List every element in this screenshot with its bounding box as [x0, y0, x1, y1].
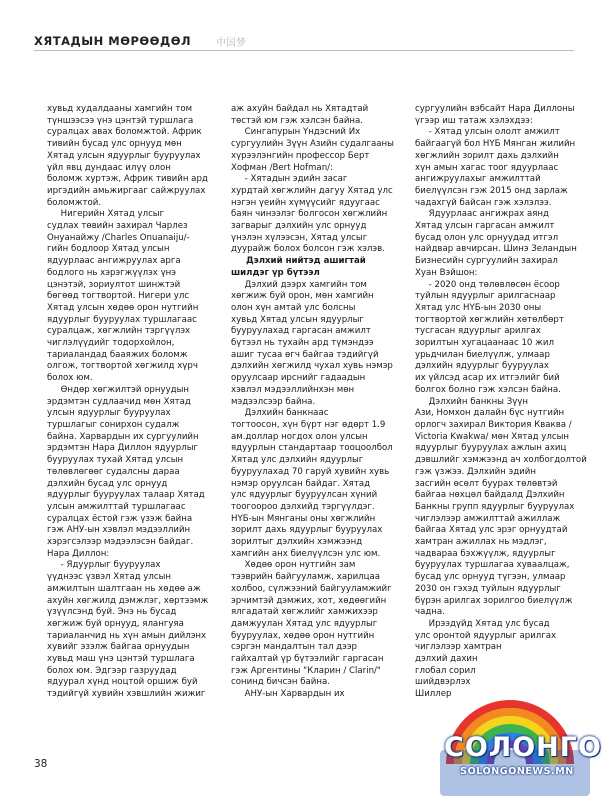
text-line: холбоо, сүлжээний байгууламжийг — [231, 583, 392, 594]
text-line: Ази, Номхон далайн бүс нутгийн — [415, 408, 565, 419]
text-line: нэгэн үеийн хүмүүсийг ядуугаас — [231, 197, 380, 208]
text-line: Онуанайжу /Charles Onuanaiju/- — [47, 232, 190, 243]
text-line: засгийн өсөлт буурах төлөвтэй — [415, 478, 558, 489]
text-line: мэдээлсээр байна. — [231, 396, 316, 407]
text-line: хөгжиж буй орнууд, ялангуяа — [47, 618, 184, 629]
text-line: чиглэлүүдийг тодорхойлон, — [47, 338, 175, 349]
text-line: гэж Аргентины "Кларин / Clarin/" — [231, 665, 381, 676]
text-line: Нара Диллон: — [47, 548, 110, 559]
text-line: тивийн бусад улс орнууд мөн — [47, 139, 182, 150]
text-line: иргэдийн амьжиргааг сайжруулах — [47, 185, 206, 196]
text-line: их үйлсэд асар их итгэлийг бий — [415, 373, 560, 384]
logo-url: SOLONGONEWS.MN — [460, 766, 574, 777]
text-line: тогтвортой хөгжлийн хөтөлбөрт — [415, 314, 564, 325]
text-line: тээврийн байгууламж, харилцаа — [231, 572, 381, 583]
text-line: орлогч захирал Виктория Кваква / — [415, 419, 572, 430]
text-line: дэлхий дахин — [415, 654, 478, 665]
text-line: Хятад улсын ядуурлыг бууруулах — [47, 150, 201, 161]
text-line: ядуурлын стандартаар тооцоолбол — [231, 443, 393, 454]
text-line: хүрээлэнгийн профессор Берт — [231, 150, 370, 161]
text-column-3 — [415, 104, 587, 701]
text-line: ахуйн хөгжилд дэмжлэг, хөртээмж — [47, 595, 209, 606]
text-line: гийн бодлоор Хятад улсын — [47, 244, 170, 255]
text-line: шийдвэрлэх — [415, 677, 471, 688]
text-line: нэмэр оруулсан байдаг. Хятад — [231, 478, 371, 489]
text-line: сургуулийн Зүүн Азийн судалгааны — [231, 139, 394, 150]
text-line: төлөвлөгөөг судалсны дараа — [47, 466, 180, 477]
text-line: туйлын ядуурлыг арилгаснаар — [415, 291, 556, 302]
text-line: найдвар авчирсан. Шинэ Зеландын — [415, 244, 577, 255]
text-line: ам.доллар ногдох олон улсын — [231, 431, 368, 442]
text-line: сонинд бичсэн байна. — [231, 677, 331, 688]
text-line: урьдчилан биелүүлж, улмаар — [415, 349, 550, 360]
text-line: чадахгүй байсан гэж хэлэлээ. — [415, 197, 552, 208]
header-rule — [34, 50, 574, 51]
text-line: Хятад улсын гаргасан амжилт — [415, 221, 555, 232]
solongo-logo — [412, 690, 608, 800]
text-line: глобал сорил — [415, 665, 476, 676]
text-line: сургуулийн вэбсайт Нара Диллоны — [415, 104, 575, 114]
text-line: бусад улс орнууд түгээн, улмаар — [415, 572, 566, 583]
logo-name: СОЛОНГО — [444, 732, 602, 763]
running-header — [34, 30, 574, 50]
text-line: улс ядуурлыг бууруулсан хүний — [231, 490, 378, 501]
text-line: Хятад улс дэлхийн ядуурлыг — [231, 455, 364, 466]
text-line: тариаландад бааяжих боломж — [47, 349, 188, 360]
text-line: байна. Харвардын их сургуулийн — [47, 431, 199, 442]
text-line: хурдтай хөгжлийн дагуу Хятад улс — [231, 185, 393, 196]
text-line: бодлого нь хэрэгжүүлэх үнэ — [47, 267, 177, 278]
text-line: байгаагүй бол НҮБ Мянган жилийн — [415, 139, 576, 150]
text-line: хөгжлийн зорилт дахь дэлхийн — [415, 150, 559, 161]
text-line: эрчимтэй дэмжих, хот, хөдөөгийн — [231, 595, 387, 606]
section-subtitle: 中国梦 — [216, 38, 246, 49]
text-line: хувьд Хятад улсын ядуурлыг — [231, 314, 364, 325]
text-line: туршлагыг сонирхон судалж — [47, 419, 180, 430]
text-line: суралцаж, хөгжлийн тэргүүлэх — [47, 326, 191, 337]
text-line: дуурайж болох болсон гэж хэлэв. — [231, 244, 385, 255]
text-line: дэлхийн ядуурлыг бууруулах — [415, 361, 549, 372]
text-line: эрдэмтэн судлаачид мөн Хятад — [47, 396, 191, 407]
text-line: үнэлэн хүлээсэн, Хятад улсыг — [231, 232, 368, 243]
text-line: хувийг эзэлж байгаа орнуудын — [47, 642, 190, 653]
text-line: АНУ-ын Харвардын их — [231, 689, 345, 700]
text-line: - Ядуурлыг бууруулах — [47, 560, 161, 571]
text-line: Дэлхийн банкны Зүүн — [415, 396, 528, 407]
text-line: амжилтын шалтгаан нь хөдөө аж — [47, 583, 201, 594]
text-line: бууруулах туршлагаа хуваалцаж, — [415, 560, 570, 571]
text-line: бөгөөд тогтвортой. Нигери улс — [47, 291, 190, 302]
text-line: бүрэн арилгах зорилгоо биелүүлж — [415, 595, 573, 606]
text-line: гайхалтай үр бүтээлийг гаргасан — [231, 654, 384, 665]
text-line: Дэлхийн банкнаас — [231, 408, 329, 419]
text-line: сэргэн мандалтын тал дээр — [231, 642, 358, 653]
text-line: бүтээл нь тухайн ард түмэндээ — [231, 338, 374, 349]
text-line: улсын амжилттай туршлагаас — [47, 501, 186, 512]
text-line: ядуурлыг бууруулах туршлагаас — [47, 314, 197, 325]
text-line: эрдэмтэн Нара Диллон ядуурлыг — [47, 443, 198, 454]
text-line: үгээр иш татаж хэлэхдээ: — [415, 115, 533, 126]
text-line: Бизнесийн сургуулийн захирал — [415, 256, 558, 267]
text-line: олгож, тогтвортой хөгжилд хүрч — [47, 361, 198, 372]
text-line: байгаа Хятад улс эрэг орнуудтай — [415, 525, 568, 536]
text-line: Дэлхий нийтэд ашигтай — [231, 256, 366, 267]
text-line: шилдэг үр бүтээл — [231, 267, 320, 278]
text-line: 2030 он гэхэд туйлын ядуурлыг — [415, 583, 561, 594]
text-line: ялгадатай хөгжлийг хамжихээр — [231, 607, 378, 618]
text-line: суралцах авах боломжтой. Африк — [47, 127, 202, 138]
text-line: боломжтой. — [47, 197, 102, 208]
text-line: аж ахуйн байдал нь Хятадтай — [231, 104, 369, 114]
text-line: бусад олон улс орнуудад итгэл — [415, 232, 559, 243]
text-line: дэлхийн хөгжилд чухал хувь нэмэр — [231, 361, 393, 372]
text-line: түншээсээ үнэ цэнтэй туршлага — [47, 115, 194, 126]
text-line: байгаа нөхцөл байдалд Дэлхийн — [415, 490, 565, 501]
text-line: зорилтын хугацаанаас 10 жил — [415, 338, 554, 349]
text-line: үүднээс үзвэл Хятад улсын — [47, 572, 171, 583]
text-line: үзүүлсэнд буй. Энэ нь бусад — [47, 607, 177, 618]
text-line: ядуурлыг бууруулах ажлын ахиц — [415, 443, 567, 454]
text-line: болгох болно гэж хэлсэн байна. — [415, 384, 561, 395]
text-line: бууруулах тухай Хятад улсын — [47, 455, 184, 466]
text-line: Банкны групп ядуурлыг бууруулах — [415, 501, 575, 512]
text-line: Хятад улсын хөдөө орон нутгийн — [47, 302, 199, 313]
text-line: хөгжиж буй орон, мөн хамгийн — [231, 291, 374, 302]
text-line: дэвшлийг хэмжээнд ач холбогдолтой — [415, 455, 587, 466]
text-line: зорилтыг дэлхийн хэмжээнд — [231, 537, 363, 548]
text-line: болох юм. — [47, 373, 93, 384]
text-line: зорилт дахь ядуурлыг бууруулах — [231, 525, 383, 536]
text-line: чиглэлээр хамтран — [415, 642, 502, 653]
text-line: бууруулах, хөдөө орон нутгийн — [231, 630, 375, 641]
text-line: Өндөр хөгжилтэй орнуудын — [47, 384, 189, 395]
text-line: гэж үзжээ. Дэлхийн эдийн — [415, 466, 536, 477]
text-line: хамгийн анх биелүүлсэн улс юм. — [231, 548, 381, 559]
text-line: Хятад улс НҮБ-ын 2030 оны — [415, 302, 542, 313]
text-line: хувьд маш үнэ цэнтэй туршлага — [47, 654, 195, 665]
text-line: бууруулахад 70 гаруй хувийн хувь — [231, 466, 390, 477]
text-line: ангижруулахыг амжилттай — [415, 174, 541, 185]
text-line: олон хүн амтай улс болсны — [231, 302, 356, 313]
text-line: тоогоороо дэлхийд тэргүүлдэг. — [231, 501, 375, 512]
text-line: загварыг дэлхийн улс орнууд — [231, 221, 367, 232]
text-line: Хофман /Bert Hofman/: — [231, 162, 333, 173]
text-line: Нигерийн Хятад улсыг — [47, 209, 165, 220]
text-line: тогтоосон, хүн бүрт нэг өдөрт 1.9 — [231, 419, 386, 430]
text-line: - Хятад улсын ололт амжилт — [415, 127, 560, 138]
text-line: хэрэгсэлээр мэдээлэсэн байдаг. — [47, 537, 194, 548]
text-line: ашиг тусаа өгч байгаа тэдийгүй — [231, 349, 379, 360]
text-line: тэдийгүй хувийн хэвшлийн жижиг — [47, 689, 206, 700]
text-line: болох юм. Эдгээр газруудад — [47, 665, 177, 676]
text-line: хувьд худалдааны хамгийн том — [47, 104, 193, 114]
text-line: суралцах ёстой гэж үзэж байна — [47, 513, 193, 524]
text-line: төстэй юм гэж хэлсэн байна. — [231, 115, 364, 126]
text-line: гэж АНУ-ын хэвлэл мэдээллийн — [47, 525, 191, 536]
text-line: хамтран ажиллах нь мэдлэг, — [415, 537, 547, 548]
text-line: үйл явц дундаас илүү олон — [47, 162, 171, 173]
text-line: боломж хуртэж, Африк тивийн ард — [47, 174, 208, 185]
text-line: ядуурлыг бууруулах талаар Хятад — [47, 490, 205, 501]
text-line: - Хятадын эдийн засаг — [231, 174, 348, 185]
text-line: Ирээдүйд Хятад улс бусад — [415, 618, 550, 629]
text-line: дамжуулан Хятад улс ядуурлыг — [231, 618, 378, 629]
text-line: биелүүлсэн гэж 2015 онд зарлаж — [415, 185, 568, 196]
text-line: баян чинээлэг болгосон хөгжлийн — [231, 209, 388, 220]
text-column-1 — [47, 104, 209, 701]
text-line: чадвараа бэхжүүлж, ядуурлыг — [415, 548, 556, 559]
text-line: улс оронтой ядуурлыг арилгах — [415, 630, 557, 641]
page-number: 38 — [34, 758, 48, 770]
text-line: Victoria Kwakwa/ мөн Хятад улсын — [415, 431, 569, 442]
text-line: Хөдөө орон нутгийн зам — [231, 560, 356, 571]
text-line: Ядуурлаас ангижрах аянд — [415, 209, 549, 220]
text-line: Шиллер — [415, 689, 452, 700]
text-line: НҮБ-ын Мянганы оны хөгжлийн — [231, 513, 376, 524]
text-line: Дэлхий дээрх хамгийн том — [231, 279, 367, 290]
text-line: ядуурлаас ангижруулах арга — [47, 256, 181, 267]
text-line: чадна. — [415, 607, 445, 618]
text-line: судлах төвийн захирал Чарлез — [47, 221, 188, 232]
section-title: ХЯТАДЫН МӨРӨӨДӨЛ — [34, 34, 192, 48]
text-line: цэнэтэй, зориултот шинжтэй — [47, 279, 181, 290]
text-line: оруулсаар ирснийг гадаадын — [231, 373, 366, 384]
text-line: чиглэлээр амжилттай ажиллаж — [415, 513, 561, 524]
text-line: бууруулахад гаргасан амжилт — [231, 326, 371, 337]
text-line: ядуурал хүнд ноцтой оршиж буй — [47, 677, 198, 688]
text-line: улсын ядуурлыг бууруулах — [47, 408, 171, 419]
text-line: Хуан Вэйшон: — [415, 267, 478, 278]
text-line: хүн амын хагас тоог ядуурлаас — [415, 162, 559, 173]
text-column-2 — [231, 104, 394, 701]
text-line: тусгасан ядуурлыг арилгах — [415, 326, 541, 337]
text-line: дэлхийн бусад улс орнууд — [47, 478, 168, 489]
text-line: тариаланчид нь хүн амын дийлэнх — [47, 630, 207, 641]
text-line: хэвлэл мэдээллийнхэн мөн — [231, 384, 355, 395]
text-line: - 2020 онд төлөвлөсөн ёсоор — [415, 279, 560, 290]
text-line: Сингапурын Үндэсний Их — [231, 127, 361, 138]
